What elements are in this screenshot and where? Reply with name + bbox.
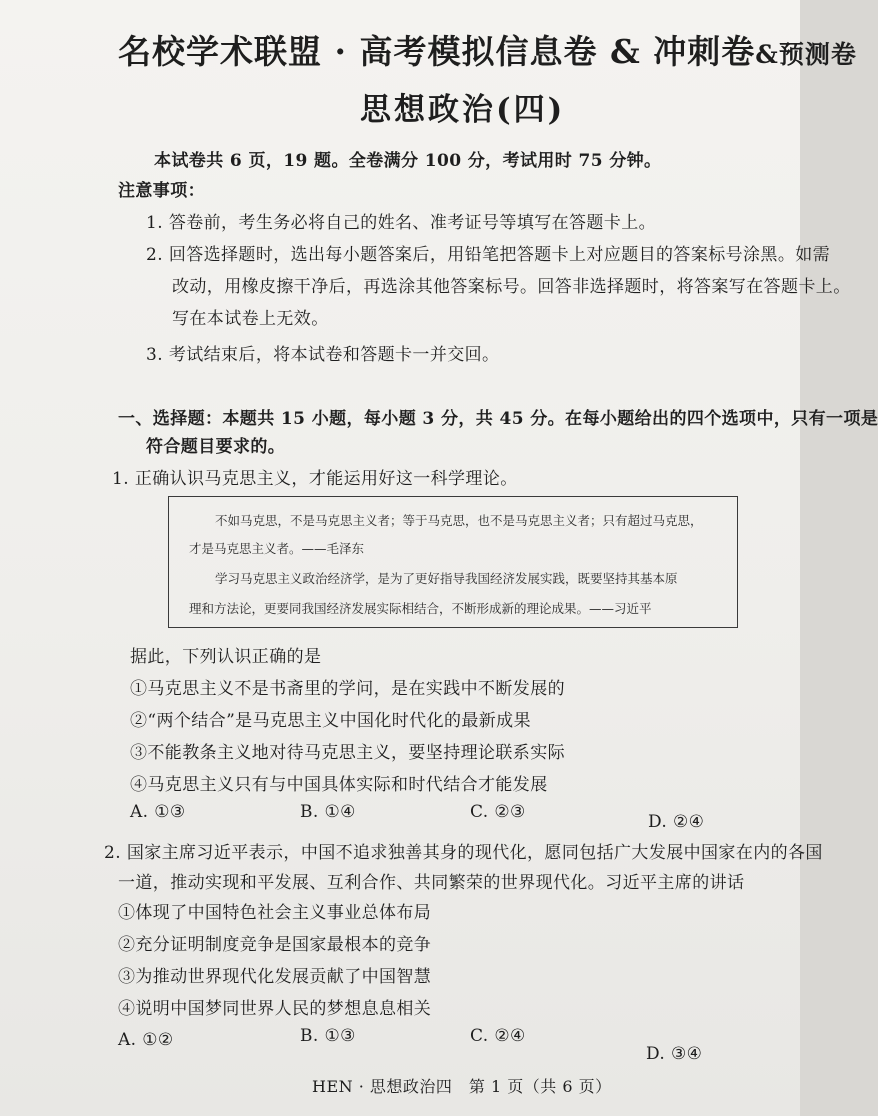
exam-title <box>118 26 857 73</box>
question-2-stem: 2. 国家主席习近平表示，中国不追求独善其身的现代化，愿同包括广大发展中国家在内的各国 <box>104 843 823 863</box>
question-1-option-b: B. ①④ <box>300 802 356 822</box>
question-1-option-c: C. ②③ <box>470 802 526 822</box>
question-2-statement: ③为推动世界现代化发展贡献了中国智慧 <box>118 967 432 987</box>
question-1-stem: 1. 正确认识马克思主义，才能运用好这一科学理论。 <box>112 469 518 489</box>
quote-line: 理和方法论，更要同我国经济发展实际相结合，不断形成新的理论成果。——习近平 <box>189 601 652 616</box>
question-1-option-d: D. ②④ <box>648 812 705 832</box>
note-line: 改动，用橡皮擦干净后，再选涂其他答案标号。回答非选择题时，将答案写在答题卡上。 <box>172 277 851 297</box>
question-1-statement: ②“两个结合”是马克思主义中国化时代化的最新成果 <box>130 711 531 731</box>
question-2-statement: ④说明中国梦同世界人民的梦想息息相关 <box>118 999 432 1019</box>
notes-heading: 注意事项： <box>118 181 205 201</box>
exam-subject: 思想政治(四) <box>360 92 566 128</box>
quote-line: 学习马克思主义政治经济学，是为了更好指导我国经济发展实践，既要坚持其基本原 <box>215 571 678 586</box>
question-2-option-b: B. ①③ <box>300 1026 356 1046</box>
question-1-statement: ③不能教条主义地对待马克思主义，要坚持理论联系实际 <box>130 743 565 763</box>
question-1-prompt: 据此，下列认识正确的是 <box>130 647 322 667</box>
question-1-quote-box <box>168 496 738 628</box>
note-line: 3. 考试结束后，将本试卷和答题卡一并交回。 <box>146 345 500 365</box>
question-1-option-a: A. ①③ <box>130 802 186 822</box>
quote-line: 才是马克思主义者。——毛泽东 <box>189 541 365 556</box>
note-line: 1. 答卷前，考生务必将自己的姓名、准考证号等填写在答题卡上。 <box>146 213 657 233</box>
question-2-option-a: A. ①② <box>118 1030 174 1050</box>
question-2-statement: ②充分证明制度竞争是国家最根本的竞争 <box>118 935 432 955</box>
question-2-statement: ①体现了中国特色社会主义事业总体布局 <box>118 903 432 923</box>
exam-title-main: 名校学术联盟 · 高考模拟信息卷 & 冲刺卷 <box>118 32 756 71</box>
note-line: 2. 回答选择题时，选出每小题答案后，用铅笔把答题卡上对应题目的答案标号涂黑。如需 <box>146 245 831 265</box>
question-2-option-d: D. ③④ <box>646 1044 703 1064</box>
question-1-statement: ④马克思主义只有与中国具体实际和时代结合才能发展 <box>130 775 548 795</box>
page-footer: HEN · 思想政治四 第 1 页（共 6 页） <box>312 1077 612 1096</box>
note-line: 写在本试卷上无效。 <box>172 309 329 329</box>
question-2-stem-cont: 一道，推动实现和平发展、互利合作、共同繁荣的世界现代化。习近平主席的讲话 <box>118 873 745 893</box>
quote-line: 不如马克思，不是马克思主义者；等于马克思，也不是马克思主义者；只有超过马克思， <box>215 513 703 528</box>
section-heading: 一、选择题：本题共 15 小题，每小题 3 分，共 45 分。在每小题给出的四个选项中，只有一项是 <box>118 409 878 429</box>
exam-title-suffix: &预测卷 <box>755 40 857 69</box>
exam-intro: 本试卷共 6 页，19 题。全卷满分 100 分，考试用时 75 分钟。 <box>154 151 662 171</box>
question-2-option-c: C. ②④ <box>470 1026 526 1046</box>
question-1-statement: ①马克思主义不是书斋里的学问，是在实践中不断发展的 <box>130 679 565 699</box>
section-heading-cont: 符合题目要求的。 <box>146 437 286 457</box>
